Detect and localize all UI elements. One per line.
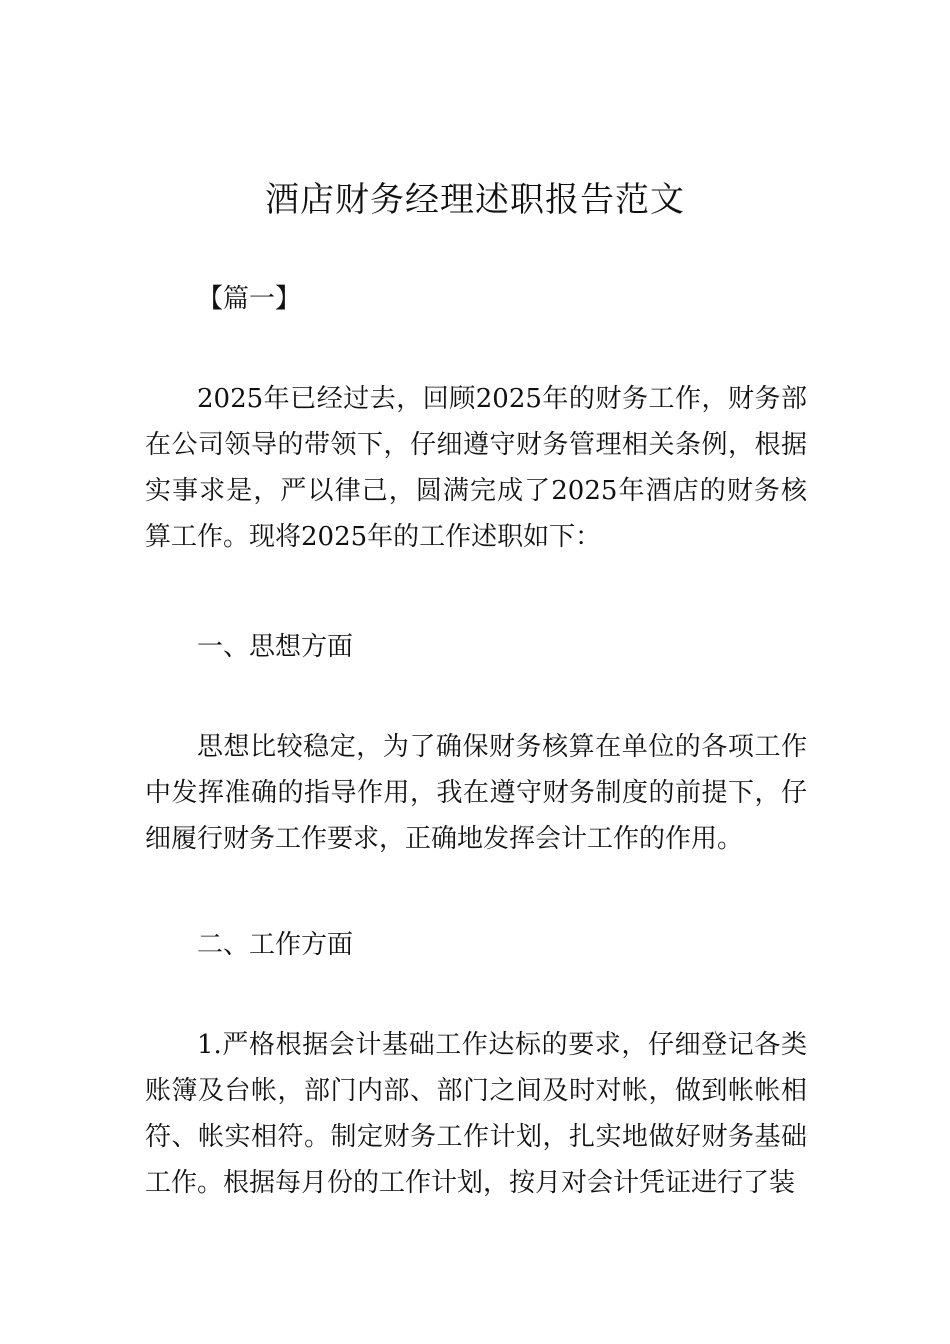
section-heading-work: 二、工作方面 [197,930,354,960]
intro-block [145,376,807,560]
section-heading-thought: 一、思想方面 [197,632,354,662]
para-two-block [145,1022,807,1206]
work-paragraph: 1.严格根据会计基础工作达标的要求，仔细登记各类账簿及台帐，部门内部、部门之间及时对帐，做到帐帐相符、帐实相符。制定财务工作计划，扎实地做好财务基础工作。根据每月份的工作计划，按月对会计凭证进行了装 [145,1030,807,1198]
section-label: 【篇一】 [197,284,302,314]
section-label-block [145,276,807,322]
heading-two-block [145,922,807,968]
para-one-block [145,724,807,862]
intro-paragraph: 2025年已经过去，回顾2025年的财务工作，财务部在公司领导的带领下，仔细遵守财务管理相关条例，根据实事求是，严以律己，圆满完成了2025年酒店的财务核算工作。现将2025年的工作述职如下： [145,384,807,552]
document-title: 酒店财务经理述职报告范文 [265,180,685,220]
heading-one-block [145,624,807,670]
thought-paragraph: 思想比较稳定，为了确保财务核算在单位的各项工作中发挥准确的指导作用，我在遵守财务制度的前提下，仔细履行财务工作要求，正确地发挥会计工作的作用。 [145,732,807,854]
